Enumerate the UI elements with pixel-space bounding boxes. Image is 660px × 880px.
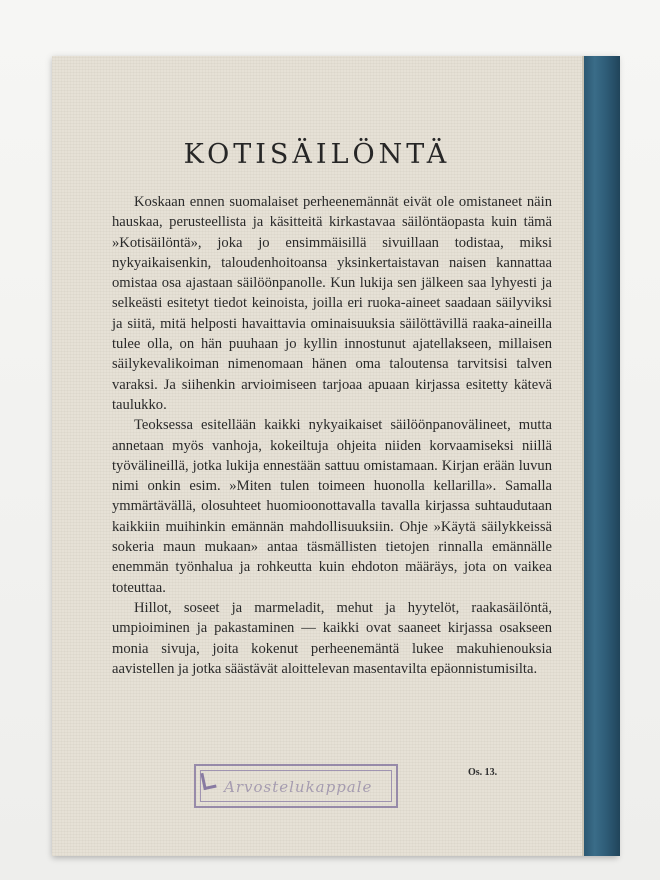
cover-page xyxy=(52,56,582,856)
catalog-code: Os. 13. xyxy=(468,767,498,778)
book-title: KOTISÄILÖNTÄ xyxy=(183,139,451,170)
blurb-paragraph-3: Hillot, soseet ja marmeladit, mehut ja hyytelöt, raakasäilöntä, umpioiminen ja pakastaminen — kaikki ovat saaneet kirjassa osakseen monia sivuja, joita kokenut perheenemäntä lukee makuhienouksia aavistellen ja jotka säästävät aloittelevan masentavilta epäonnistumisilta. xyxy=(112,599,552,677)
book-back-cover xyxy=(52,56,618,856)
review-copy-stamp xyxy=(194,764,398,808)
stamp-text: Arvostelukappale xyxy=(224,778,373,796)
blurb-text xyxy=(112,192,552,679)
blurb-paragraph-2: Teoksessa esitellään kaikki nykyaikaiset säilöönpanovälineet, mutta annetaan myös vanhoja, kokeiltuja ohjeita niiden korvaamiseksi niillä työvälineillä, jotka lukija ennestään sattuu omistamaan. Kirjan erään luvun nimi onkin esim. »Miten tulen toimeen huonolla kellarilla». Samalla ymmärtävällä, olosuhteet huomioonottavalla tavalla kirjassa suhtaudutaan kaikkiin muihinkin emännän mahdollisuuksiin. Ohje »Käytä säilykkeissä sokeria maun mukaan» antaa täsmällisten tietojen rinnalla emännälle enemmän työnhalua ja rohkeutta kuin ehdoton määräys, jota on vaikea toteuttaa. xyxy=(112,417,552,596)
blurb-paragraph-1: Koskaan ennen suomalaiset perheenemännät eivät ole omistaneet näin hauskaa, perusteellista ja käsitteitä kirkastavaa säilöntäopasta kuin tämä »Kotisäilöntä», joka jo ensimmäisillä sivuillaan todistaa, miksi nykyaikaisenkin, taloudenhoitoansa yksinkertaistavan naisen kannattaa omistaa osa ajastaan säilöönpanolle. Kun lukija sen jälkeen saa lyhyesti ja selkeästi esitetyt tiedot keinoista, joilla eri ruoka-aineet saadaan säilyviksi ja siitä, mitä helposti havaittavia ominaisuuksia säilöttävillä raaka-aineilla tulee olla, on hän puuhaan jo kyllin innostunut ajatellakseen, millaisen säilykevalikoiman nimenomaan hänen oma taloutensa tarvitsisi talven varaksi. Ja siihenkin arvioimiseen tarjoaa apuaan kirjassa esitetty kätevä taulukko. xyxy=(112,194,552,413)
book-spine xyxy=(582,56,620,856)
